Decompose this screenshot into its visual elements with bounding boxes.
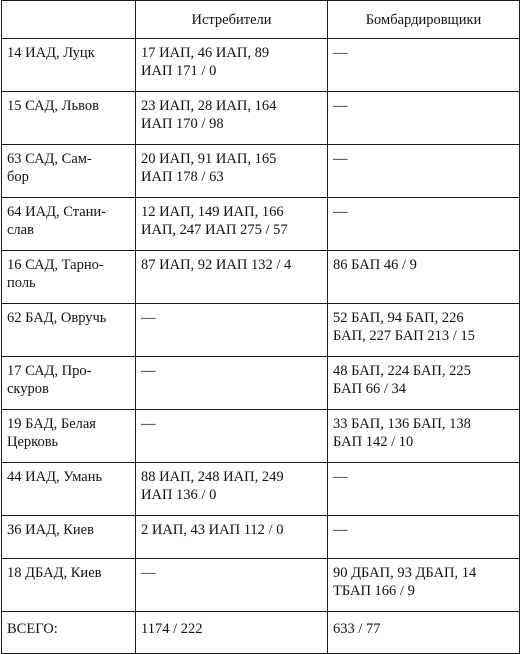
- bombers-value: 33 БАП, 136 БАП, 138 БАП 142 / 10: [333, 416, 471, 450]
- bombers-cell: [328, 410, 520, 463]
- fighters-value: —: [141, 363, 156, 379]
- unit-cell: [2, 357, 136, 410]
- table-row: [2, 39, 520, 92]
- unit-cell: [2, 463, 136, 516]
- table-row: [2, 463, 520, 516]
- bombers-cell: [328, 304, 520, 357]
- bombers-value: —: [333, 522, 348, 538]
- table-row: [2, 516, 520, 559]
- bombers-cell: [328, 39, 520, 92]
- total-label: ВСЕГО:: [7, 621, 58, 637]
- table-row: [2, 145, 520, 198]
- fighters-value: —: [141, 310, 156, 326]
- fighters-value: 17 ИАП, 46 ИАП, 89 ИАП 171 / 0: [141, 45, 270, 79]
- fighters-cell: [136, 92, 328, 145]
- unit-name: 18 ДБАД, Киев: [7, 565, 102, 581]
- fighters-cell: [136, 304, 328, 357]
- fighters-cell: [136, 410, 328, 463]
- bombers-cell: [328, 145, 520, 198]
- table-row: [2, 92, 520, 145]
- unit-cell: [2, 516, 136, 559]
- fighters-cell: [136, 559, 328, 612]
- fighters-value: 88 ИАП, 248 ИАП, 249 ИАП 136 / 0: [141, 469, 284, 503]
- fighters-cell: [136, 251, 328, 304]
- aviation-units-table: [1, 0, 520, 654]
- unit-name: 16 САД, Тарно- поль: [7, 257, 104, 291]
- bombers-value: 52 БАП, 94 БАП, 226 БАП, 227 БАП 213 / 15: [333, 310, 475, 344]
- unit-cell: [2, 251, 136, 304]
- bombers-cell: [328, 559, 520, 612]
- total-bombers-cell: [328, 612, 520, 654]
- header-empty-cell: [2, 1, 136, 39]
- fighters-value: —: [141, 565, 156, 581]
- bombers-cell: [328, 516, 520, 559]
- total-fighters-value: 1174 / 222: [141, 621, 203, 637]
- header-fighters: Истребители: [136, 1, 328, 39]
- bombers-value: 48 БАП, 224 БАП, 225 БАП 66 / 34: [333, 363, 471, 397]
- bombers-cell: [328, 251, 520, 304]
- header-bombers: Бомбардировщики: [328, 1, 520, 39]
- unit-cell: [2, 92, 136, 145]
- total-fighters-cell: [136, 612, 328, 654]
- unit-name: 19 БАД, Белая Церковь: [7, 416, 96, 450]
- fighters-cell: [136, 39, 328, 92]
- bombers-cell: [328, 463, 520, 516]
- table-row: [2, 410, 520, 463]
- unit-cell: [2, 410, 136, 463]
- table-row: [2, 559, 520, 612]
- table-row: [2, 251, 520, 304]
- bombers-cell: [328, 357, 520, 410]
- total-row: [2, 612, 520, 654]
- unit-cell: [2, 304, 136, 357]
- fighters-value: 2 ИАП, 43 ИАП 112 / 0: [141, 522, 284, 538]
- fighters-cell: [136, 516, 328, 559]
- bombers-value: —: [333, 45, 348, 61]
- bombers-value: —: [333, 98, 348, 114]
- fighters-cell: [136, 357, 328, 410]
- fighters-cell: [136, 145, 328, 198]
- bombers-value: 90 ДБАП, 93 ДБАП, 14 ТБАП 166 / 9: [333, 565, 477, 599]
- bombers-cell: [328, 198, 520, 251]
- bombers-value: —: [333, 204, 348, 220]
- fighters-value: 20 ИАП, 91 ИАП, 165 ИАП 178 / 63: [141, 151, 277, 185]
- unit-name: 15 САД, Львов: [7, 98, 99, 114]
- table-row: [2, 198, 520, 251]
- fighters-cell: [136, 198, 328, 251]
- table-row: [2, 304, 520, 357]
- unit-name: 36 ИАД, Киев: [7, 522, 94, 538]
- bombers-value: 86 БАП 46 / 9: [333, 257, 417, 273]
- unit-name: 64 ИАД, Стани- слав: [7, 204, 106, 238]
- unit-name: 44 ИАД, Умань: [7, 469, 103, 485]
- unit-name: 62 БАД, Овручь: [7, 310, 107, 326]
- bombers-value: —: [333, 151, 348, 167]
- bombers-value: —: [333, 469, 348, 485]
- unit-name: 17 САД, Про- скуров: [7, 363, 92, 397]
- unit-cell: [2, 198, 136, 251]
- unit-cell: [2, 559, 136, 612]
- fighters-value: 23 ИАП, 28 ИАП, 164 ИАП 170 / 98: [141, 98, 277, 132]
- fighters-value: 12 ИАП, 149 ИАП, 166 ИАП, 247 ИАП 275 / 57: [141, 204, 288, 238]
- fighters-cell: [136, 463, 328, 516]
- total-label-cell: [2, 612, 136, 654]
- table-header-row: [2, 1, 520, 39]
- bombers-cell: [328, 92, 520, 145]
- fighters-value: 87 ИАП, 92 ИАП 132 / 4: [141, 257, 292, 273]
- unit-cell: [2, 145, 136, 198]
- total-bombers-value: 633 / 77: [333, 621, 381, 637]
- table-row: [2, 357, 520, 410]
- unit-name: 14 ИАД, Луцк: [7, 45, 95, 61]
- fighters-value: —: [141, 416, 156, 432]
- unit-name: 63 САД, Сам- бор: [7, 151, 92, 185]
- unit-cell: [2, 39, 136, 92]
